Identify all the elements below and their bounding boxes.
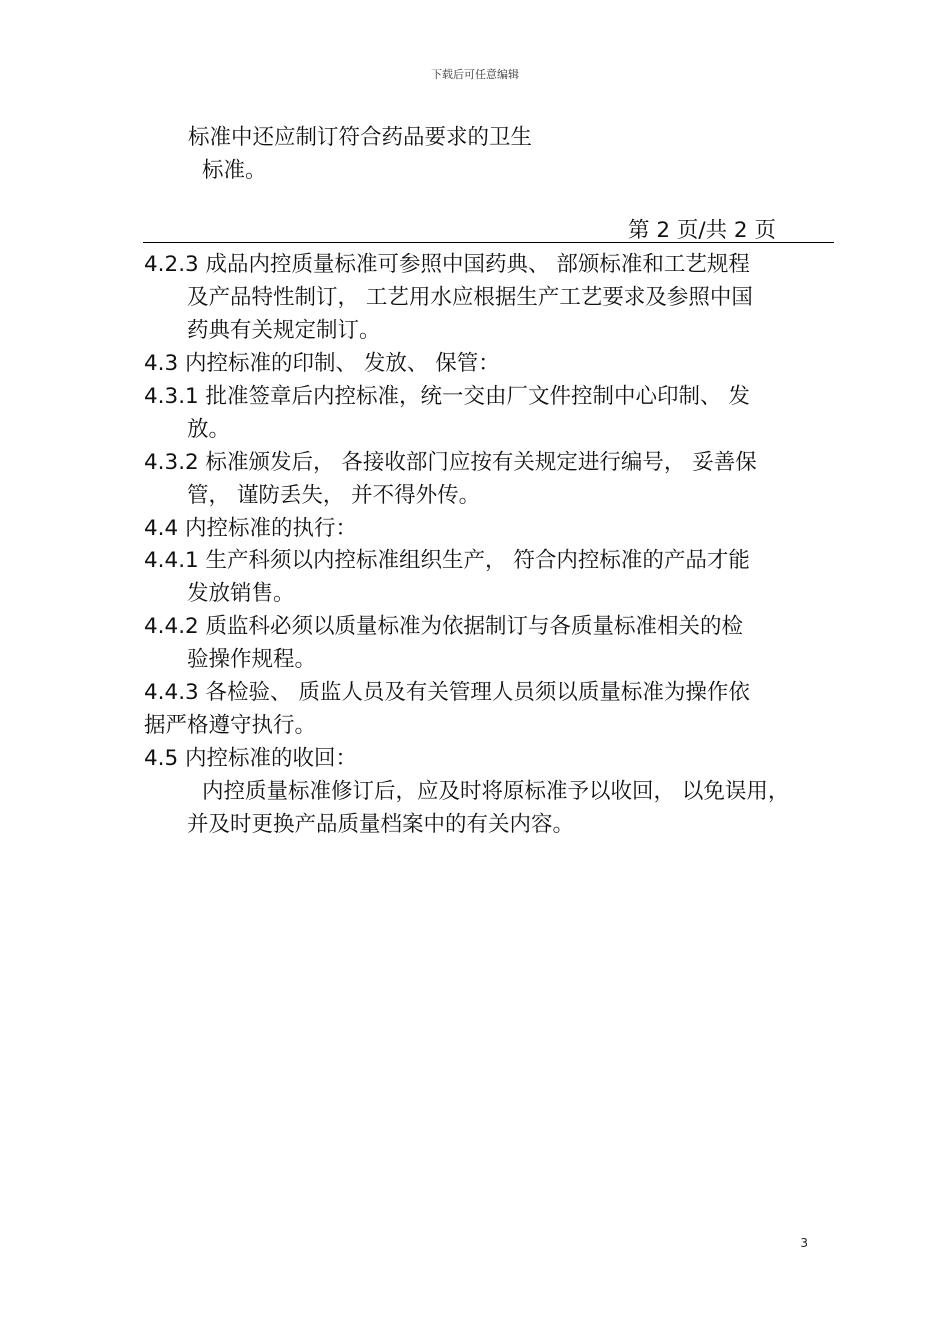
clause-4-4-3: 4.4.3 各检验、 质监人员及有关管理人员须以质量标准为操作依 <box>144 680 750 705</box>
section-4-5-body: 内控质量标准修订后，应及时将原标准予以收回， 以免误用， <box>202 779 790 804</box>
header-note: 下载后可任意编辑 <box>431 68 519 81</box>
clause-4-4-1-cont: 发放销售。 <box>187 581 295 606</box>
section-4-5-body-cont: 并及时更换产品质量档案中的有关内容。 <box>187 812 575 837</box>
page-indicator: 第 2 页/共 2 页 <box>628 218 776 243</box>
header-rule <box>143 242 834 243</box>
clause-4-3-1: 4.3.1 批准签章后内控标准，统一交由厂文件控制中心印制、 发 <box>144 384 750 409</box>
clause-4-4-2: 4.4.2 质监科必须以质量标准为依据制订与各质量标准相关的检 <box>144 614 744 639</box>
intro-line-2: 标准。 <box>202 158 267 183</box>
clause-4-2-3-cont-1: 及产品特性制订， 工艺用水应根据生产工艺要求及参照中国 <box>187 285 753 310</box>
clause-4-3-2: 4.3.2 标准颁发后， 各接收部门应按有关规定进行编号， 妥善保 <box>144 450 757 475</box>
section-4-4-heading: 4.4 内控标准的执行： <box>144 516 358 541</box>
intro-line-1: 标准中还应制订符合药品要求的卫生 <box>188 125 533 150</box>
clause-4-2-3-cont-2: 药典有关规定制订。 <box>187 318 381 343</box>
clause-4-4-3-cont: 据严格遵守执行。 <box>144 713 317 738</box>
clause-4-3-2-cont: 管， 谨防丢失， 并不得外传。 <box>187 483 481 508</box>
clause-4-3-1-cont: 放。 <box>187 417 231 442</box>
section-4-5-heading: 4.5 内控标准的收回： <box>144 746 358 771</box>
section-4-3-heading: 4.3 内控标准的印制、 发放、 保管： <box>144 351 500 376</box>
clause-4-2-3: 4.2.3 成品内控质量标准可参照中国药典、 部颁标准和工艺规程 <box>144 252 750 277</box>
page-number: 3 <box>800 1236 808 1250</box>
clause-4-4-1: 4.4.1 生产科须以内控标准组织生产， 符合内控标准的产品才能 <box>144 548 750 573</box>
clause-4-4-2-cont: 验操作规程。 <box>187 647 317 672</box>
